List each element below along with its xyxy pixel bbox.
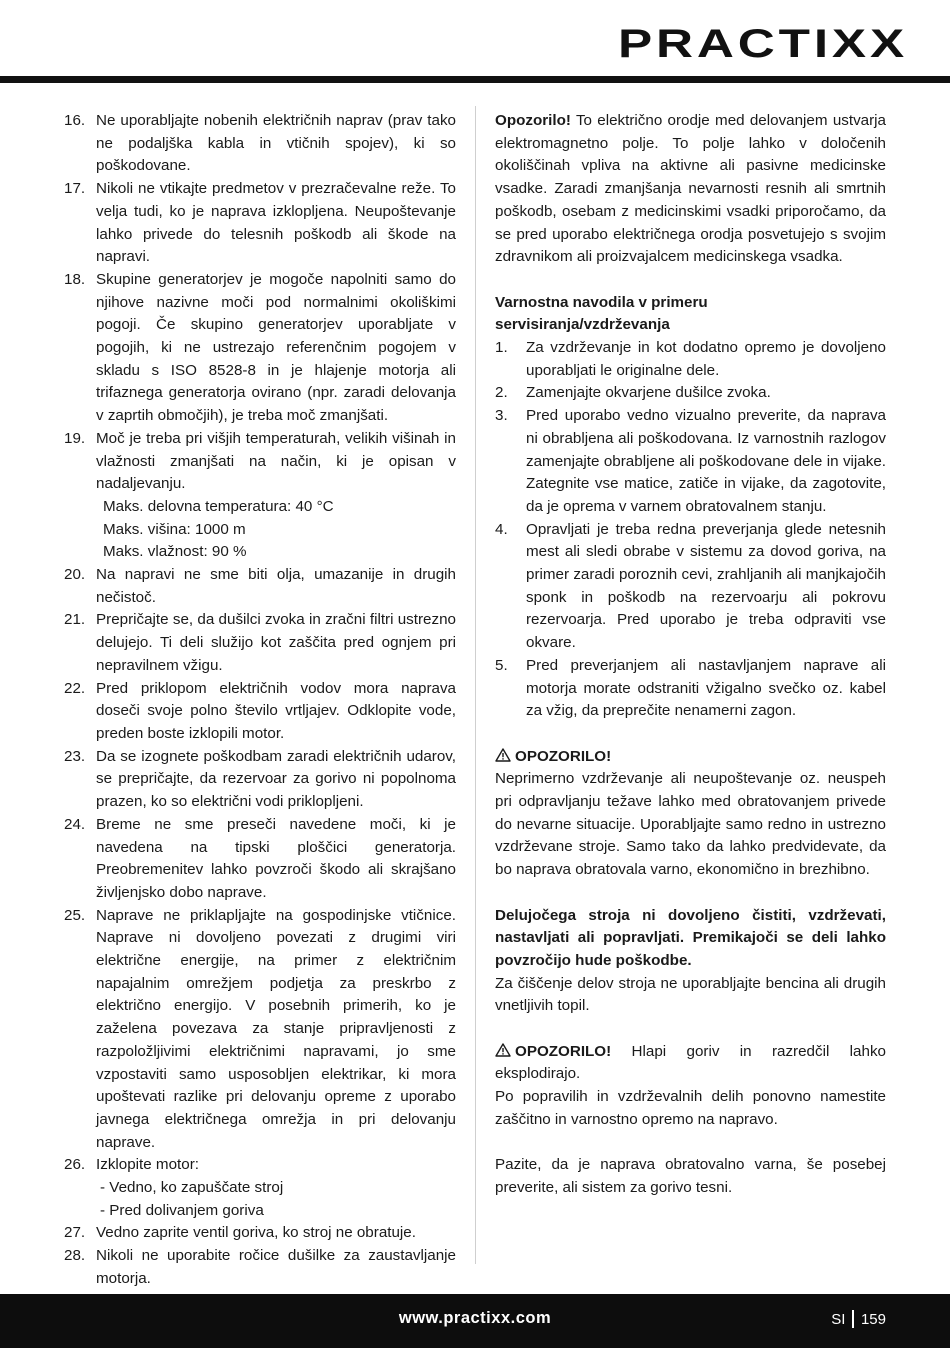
list-item: 3. Pred uporabo vedno vizualno preverite, da naprava ni obrabljena ali poškodovana. Iz varnostnih razlogov zamenjajte obrabljene ali poškodovane dele in vijake. Zategnite vse matice, zatiče in vijake, da zagotovite, da je oprema v varnem obratovalnem stanju. <box>495 405 886 519</box>
list-item-text: Na napravi ne sme biti olja, umazanije in drugih nečistoč. <box>96 566 456 606</box>
warning-heading: OPOZORILO! <box>495 746 886 769</box>
list-item-text: Skupine generatorjev je mogoče napolniti samo do njihove nazivne moči pod normalnimi okoliškimi pogoji. Če skupino generatorjev uporabljate v pogojih, ki ne ustrezajo referenčnim pogojem v skladu s ISO 8528-8 in je hlajenje motorja ali trifaznega generatorja ovirano (npr. zaradi delovanja v zaprtih območjih), je treba moč zmanjšati. <box>96 270 456 425</box>
page-footer <box>0 1294 950 1348</box>
list-item-text: Breme ne sme preseči navedene moči, ki je navedena na tipski ploščici generatorja. Preobremenitev lahko povzroči škodo ali skrajšano življenjsko dobo naprave. <box>96 815 456 901</box>
reinstall-text: Po popravilih in vzdrževalnih delih ponovno namestite zaščitno in varnostno opremo na napravo. <box>495 1088 886 1128</box>
language-code: SI <box>831 1310 846 1328</box>
maintenance-warning-text: Neprimerno vzdrževanje ali neupoštevanje oz. neuspeh pri odpravljanju težave lahko med obratovanjem privede do nevarne situacije. Uporabljajte samo redno in ustrezno vzdrževane stroje. Samo tako da lahko predvidevate, da bo naprava obratovala varno, ekonomično in brezhibno. <box>495 770 886 879</box>
list-item-text: Pred preverjanjem ali nastavljanjem naprave ali motorja morate odstraniti vžigalno svečko oz. kabel za vžig, da preprečite nenamerni zagon. <box>526 656 886 720</box>
list-item: 20. Na napravi ne sme biti olja, umazanije in drugih nečistoč. <box>64 564 456 609</box>
left-column <box>64 110 456 1291</box>
list-item-text: Da se izognete poškodbam zaradi električnih udarov, se prepričajte, da rezervoar za gorivo ni popolnoma prazen, ko so električni vodi priklopljeni. <box>96 747 456 811</box>
list-item: 16. Ne uporabljajte nobenih električnih naprav (prav tako ne podaljška kabla in vtičnih spojev), ki so poškodovane. <box>64 110 456 178</box>
website-link[interactable]: www.practixx.com <box>398 1309 552 1327</box>
column-divider <box>475 106 476 1264</box>
list-item: 23. Da se izognete poškodbam zaradi električnih udarov, se prepričajte, da rezervoar za gorivo ni popolnoma prazen, ko so električni vodi priklopljeni. <box>64 746 456 814</box>
engine-off-condition: - Vedno, ko zapuščate stroj <box>100 1179 284 1197</box>
engine-off-condition: - Pred dolivanjem goriva <box>100 1201 264 1219</box>
list-item-text: Ne uporabljajte nobenih električnih naprav (prav tako ne podaljška kabla in vtičnih spojev), ki so poškodovane. <box>96 112 456 175</box>
warning-triangle-icon <box>495 748 511 762</box>
warning-triangle-icon <box>495 1043 511 1057</box>
list-item-text: Izklopite motor: <box>96 1156 199 1174</box>
list-item: 2. Zamenjajte okvarjene dušilce zvoka. <box>495 382 886 405</box>
service-heading: Varnostna navodila v primeru servisiranja/vzdrževanja <box>495 293 708 334</box>
cleaning-text: Za čiščenje delov stroja ne uporabljajte bencina ali drugih vnetljivih topil. <box>495 974 886 1015</box>
list-item: 5. Pred preverjanjem ali nastavljanjem naprave ali motorja morate odstraniti vžigalno svečko oz. kabel za vžig, da preprečite nenamerni zagon. <box>495 655 886 723</box>
electromagnetic-warning: Opozorilo! To električno orodje med delovanjem ustvarja elektromagnetno polje. To polje lahko v določenih okoliščinah vpliva na aktivne ali pasivne medicinske vsadke. Zaradi zmanjšanja nevarnosti resnih ali smrtnih poškodb, osebam z medicinskimi vsadki priporočamo, da se pred uporabo električnega orodja posvetujejo s svojim zdravnikom ali proizvajalcem medicinskega vsadka. <box>495 112 886 266</box>
limit-temperature: Maks. delovna temperatura: 40 °C <box>103 497 334 515</box>
list-item: 28. Nikoli ne uporabite ročice dušilke za zaustavljanje motorja. <box>64 1245 456 1290</box>
list-item-text: Opravljati je treba redna preverjanja glede netesnih mest ali sledi obrabe v sistemu za dovod goriva, na primer zaradi poroznih cevi, zrahljanih ali manjkajočih sponk in poškodb na rezervoarju ali pokrovu rezervoarja. Pred uporabo je treba odpraviti vse okvare. <box>526 520 886 652</box>
list-item: 25. Naprave ne priklapljajte na gospodinjske vtičnice. Naprave ni dovoljeno povezati z drugimi viri električne energije, na primer z električnim napajalnim omrežjem podjetja za preskrbo z električno energijo. V posebnih primerih, ko je zaželena povezava za stanje pripravljenosti z razpoložljivimi električnimi napravami, jo sme vzpostaviti samo usposobljen elektrikar, ki mora upoštevati razlike pri delovanju opreme z uporabo javnega električnega omrežja in pri delovanju naprave. <box>64 905 456 1155</box>
list-item: 21. Prepričajte se, da dušilci zvoka in zračni filtri ustrezno delujejo. Ti deli služijo kot zaščita pred ognjem pri nepravilnem vžigu. <box>64 609 456 677</box>
page-number <box>831 1310 886 1328</box>
bold-notice: Delujočega stroja ni dovoljeno čistiti, vzdrževati, nastavljati ali popravljati. Premikajoči se deli lahko povzročijo hude poškodbe. <box>495 906 886 969</box>
final-text: Pazite, da je naprava obratovalno varna, še posebej preverite, ali sistem za gorivo tesni. <box>495 1156 886 1196</box>
fuel-vapour-warning: OPOZORILO! Hlapi goriv in razredčil lahko eksplodirajo. <box>495 1042 886 1083</box>
list-item: 24. Breme ne sme preseči navedene moči, ki je navedena na tipski ploščici generatorja. Preobremenitev lahko povzroči škodo ali skrajšano življenjsko dobo naprave. <box>64 814 456 905</box>
list-item-text: Naprave ne priklapljajte na gospodinjske vtičnice. Naprave ni dovoljeno povezati z drugimi viri električne energije, na primer z električnim napajalnim omrežjem podjetja za preskrbo z električno energijo. V posebnih primerih, ko je zaželena povezava za stanje pripravljenosti z razpoložljivimi električnimi napravami, jo sme vzpostaviti samo usposobljen elektrikar, ki mora upoštevati razlike pri delovanju opreme z uporabo javnega električnega omrežja in pri delovanju naprave. <box>96 906 456 1151</box>
limit-altitude: Maks. višina: 1000 m <box>103 520 246 538</box>
list-item-text: Nikoli ne uporabite ročice dušilke za zaustavljanje motorja. <box>96 1247 456 1287</box>
list-item: 17. Nikoli ne vtikajte predmetov v prezračevalne reže. To velja tudi, ko je naprava izklopljena. Neupoštevanje lahko privede do telesnih poškodb ali škode na napravi. <box>64 178 456 269</box>
page-separator <box>852 1310 854 1328</box>
right-column <box>495 110 886 1200</box>
page-header <box>0 0 950 84</box>
list-item: 18. Skupine generatorjev je mogoče napolniti samo do njihove nazivne moči pod normalnimi okoliškimi pogoji. Če skupino generatorjev uporabljate v pogojih, ki ne ustrezajo referenčnim pogojem v skladu s ISO 8528-8 in je hlajenje motorja ali trifaznega generatorja ovirano (npr. zaradi delovanja v zaprtih območjih), je treba moč zmanjšati. <box>64 269 456 428</box>
list-item: 4. Opravljati je treba redna preverjanja glede netesnih mest ali sledi obrabe v sistemu za dovod goriva, na primer zaradi poroznih cevi, zrahljanih ali manjkajočih sponk in poškodb na rezervoarju ali pokrovu rezervoarja. Pred uporabo je treba odpraviti vse okvare. <box>495 519 886 655</box>
practixx-logo <box>618 14 914 76</box>
list-item: 1. Za vzdrževanje in kot dodatno opremo je dovoljeno uporabljati le originalne dele. <box>495 337 886 382</box>
page-number-value: 159 <box>860 1310 886 1328</box>
list-item-text: Pred priklopom električnih vodov mora naprava doseči svoje polno število vrtljajev. Odklopite vode, preden boste izklopili motor. <box>96 679 456 742</box>
limit-humidity: Maks. vlažnost: 90 % <box>103 543 247 561</box>
list-item: 27. Vedno zaprite ventil goriva, ko stroj ne obratuje. <box>64 1222 456 1245</box>
list-item-text: Nikoli ne vtikajte predmetov v prezračevalne reže. To velja tudi, ko je naprava izklopljena. Neupoštevanje lahko privede do telesnih poškodb ali škode na napravi. <box>96 180 456 266</box>
list-item-text: Za vzdrževanje in kot dodatno opremo je dovoljeno uporabljati le originalne dele. <box>526 339 886 379</box>
list-item: 26. Izklopite motor: <box>64 1154 456 1177</box>
list-item-text: Vedno zaprite ventil goriva, ko stroj ne obratuje. <box>96 1224 416 1242</box>
list-item-text: Moč je treba pri višjih temperaturah, velikih višinah in vlažnosti zmanjšati na način, ki je opisan v nadaljevanju. <box>96 429 456 493</box>
list-item-text: Pred uporabo vedno vizualno preverite, da naprava ni obrabljena ali poškodovana. Iz varnostnih razlogov zamenjajte obrabljene ali poškodovane dele in vijake. Zategnite vse matice, zatiče in vijake, da zagotovite, da je oprema v varnem obratovalnem stanju. <box>526 407 886 515</box>
list-item-text: Prepričajte se, da dušilci zvoka in zračni filtri ustrezno delujejo. Ti deli služijo kot zaščita pred ognjem pri nepravilnem vžigu. <box>96 611 456 674</box>
list-item-text: Zamenjajte okvarjene dušilce zvoka. <box>526 384 771 402</box>
header-rule <box>0 76 950 83</box>
list-item: 22. Pred priklopom električnih vodov mora naprava doseči svoje polno število vrtljajev. Odklopite vode, preden boste izklopili motor. <box>64 678 456 746</box>
list-item: 19. Moč je treba pri višjih temperaturah, velikih višinah in vlažnosti zmanjšati na način, ki je opisan v nadaljevanju. <box>64 428 456 496</box>
svg-text:PRACTIXX: PRACTIXX <box>618 22 908 66</box>
warning-label: Opozorilo! <box>495 112 571 129</box>
